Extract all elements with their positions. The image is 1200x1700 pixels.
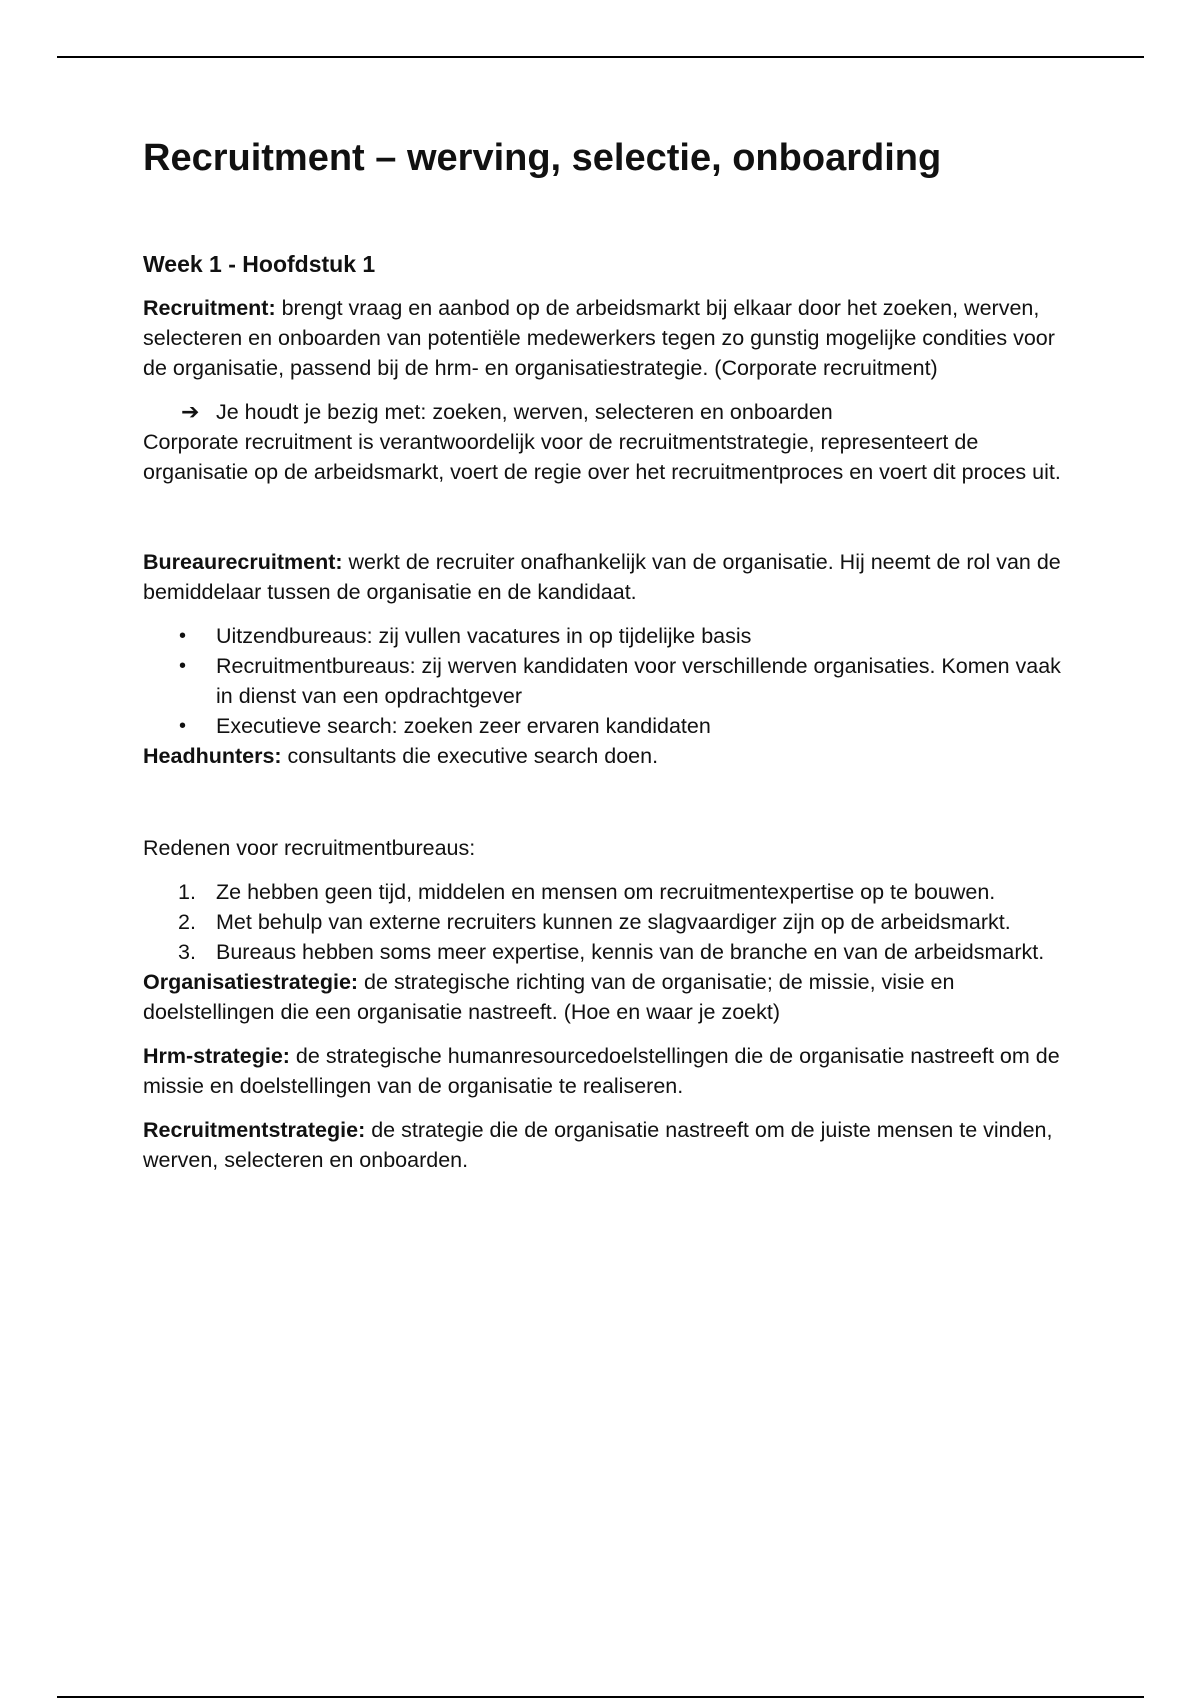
definition-text: brengt vraag en aanbod op de arbeidsmarkt bij elkaar door het zoeken, werven, selecteren en onboarden van potentiële medewerkers tegen zo gunstig mogelijke condities voor de organisatie, passend bij de hrm- en organisatiestrategie. (Corporate recruitment) [143, 296, 1055, 381]
definition-headhunters [143, 741, 1083, 771]
list-number: 3. [178, 940, 196, 965]
document-title: Recruitment – werving, selectie, onboarding [143, 137, 942, 179]
term-label: Hrm-strategie: [143, 1044, 290, 1069]
list-item [143, 621, 1083, 651]
definition-bureaurecruitment [143, 547, 1083, 607]
footer-rule [57, 1696, 1144, 1698]
list-item-text: Uitzendbureaus: zij vullen vacatures in op tijdelijke basis [216, 624, 752, 649]
bullet-icon: • [179, 655, 187, 678]
list-number: 1. [178, 880, 196, 905]
list-item [143, 711, 1083, 741]
bullet-icon: • [179, 715, 187, 738]
definition-text: werkt de recruiter onafhankelijk van de organisatie. Hij neemt de rol van de bemiddelaar tussen de organisatie en de kandidaat. [143, 550, 1061, 605]
list-item-text: Ze hebben geen tijd, middelen en mensen om recruitmentexpertise op te bouwen. [216, 880, 996, 905]
term-label: Recruitmentstrategie: [143, 1118, 366, 1143]
bullet-icon: • [179, 625, 187, 648]
list-item [143, 651, 1083, 711]
term-label: Recruitment: [143, 296, 276, 321]
definition-text: consultants die executive search doen. [281, 744, 659, 769]
term-label: Headhunters: [143, 744, 282, 769]
definition-text: de strategie die de organisatie nastreeft om de juiste mensen te vinden, werven, selecteren en onboarden. [143, 1118, 1053, 1173]
reasons-intro: Redenen voor recruitmentbureaus: [143, 836, 476, 861]
term-label: Bureaurecruitment: [143, 550, 343, 575]
list-item [143, 907, 1083, 937]
list-item-text: Bureaus hebben soms meer expertise, kennis van de branche en van de arbeidsmarkt. [216, 940, 1045, 965]
arrow-list [143, 397, 1083, 427]
arrow-list-item [143, 397, 1083, 427]
term-label: Organisatiestrategie: [143, 970, 359, 995]
list-item-text: Recruitmentbureaus: zij werven kandidaten voor verschillende organisaties. Komen vaak in dienst van een opdrachtgever [216, 654, 1061, 709]
corporate-recruitment-paragraph: Corporate recruitment is verantwoordelijk voor de recruitmentstrategie, representeert de organisatie op de arbeidsmarkt, voert de regie over het recruitmentproces en voert dit proces uit. [143, 430, 1061, 485]
list-item [143, 877, 1083, 907]
list-number: 2. [178, 910, 196, 935]
week-heading: Week 1 - Hoofdstuk 1 [143, 250, 376, 277]
definition-text: de strategische humanresourcedoelstellingen die de organisatie nastreeft om de missie en doelstellingen van de organisatie te realiseren. [143, 1044, 1060, 1099]
list-item [143, 937, 1083, 967]
list-item-text: Executieve search: zoeken zeer ervaren kandidaten [216, 714, 711, 739]
bureau-types-list [143, 621, 1083, 741]
definition-recruitment [143, 293, 1083, 383]
document-body [143, 136, 1083, 1175]
definition-hrm-strategie [143, 1041, 1083, 1101]
definition-recruitmentstrategie [143, 1115, 1083, 1175]
header-rule [57, 56, 1144, 58]
reasons-list [143, 877, 1083, 967]
definition-text: de strategische richting van de organisatie; de missie, visie en doelstellingen die een organisatie nastreeft. (Hoe en waar je zoekt) [143, 970, 955, 1025]
arrow-right-icon: ➔ [181, 399, 200, 425]
definition-organisatiestrategie [143, 967, 1083, 1027]
list-item-text: Met behulp van externe recruiters kunnen ze slagvaardiger zijn op de arbeidsmarkt. [216, 910, 1011, 935]
arrow-item-text: Je houdt je bezig met: zoeken, werven, selecteren en onboarden [216, 400, 833, 425]
